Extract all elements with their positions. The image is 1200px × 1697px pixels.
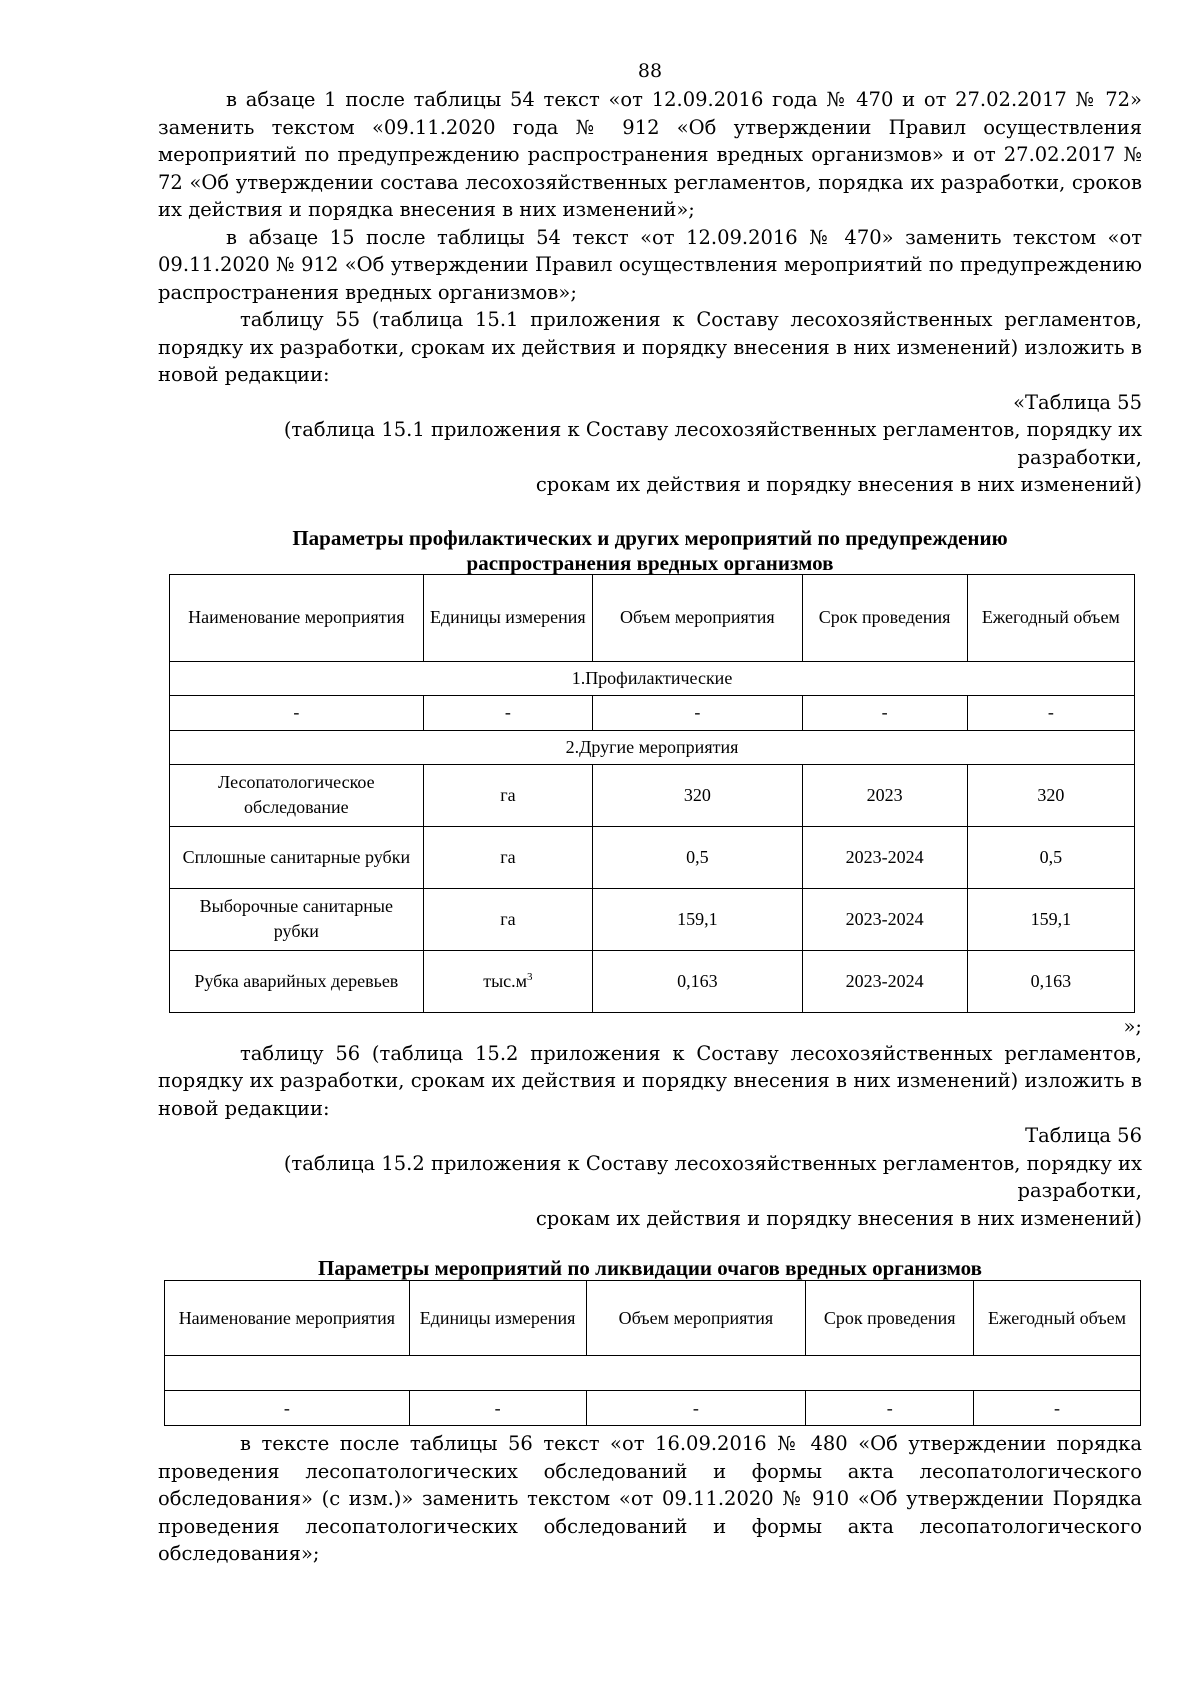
unit-text: тыс.м [483, 970, 528, 991]
table55-section-row [170, 730, 1135, 764]
table55-closing-quote: »; [1123, 1014, 1142, 1038]
paragraph-5: в тексте после таблицы 56 текст «от 16.09.2016 № 480 «Об утверждении порядка проведения лесопатологических обследований и формы акта лесопатологического обследования» (с изм.)» заменить текстом «от 09.11.2020 № 910 «Об утверждении Порядка проведения лесопатологических обследований и формы акта лесопатологического обследования»; [158, 1432, 1142, 1565]
table56-header-cell: Срок проведения [806, 1281, 974, 1356]
table-cell [423, 950, 592, 1012]
table56-label: Таблица 56 [1025, 1124, 1142, 1147]
table55-header-cell: Объем мероприятия [593, 574, 802, 661]
table-cell: 159,1 [593, 888, 802, 950]
table55-title-line1: Параметры профилактических и других мероприятий по предупреждению [292, 525, 1008, 550]
table-cell: Выборочные санитарные рубки [170, 888, 424, 950]
table55-header-cell: Срок проведения [802, 574, 967, 661]
table56-header-cell: Наименование мероприятия [165, 1281, 410, 1356]
table-cell: 0,163 [593, 950, 802, 1012]
table56-ref-line2: срокам их действия и порядку внесения в них изменений) [535, 1206, 1142, 1230]
table55-ref-line1: (таблица 15.1 приложения к Составу лесохозяйственных регламентов, порядку их разработки, [283, 418, 1142, 469]
table-cell: 2023-2024 [802, 826, 967, 888]
table-row [170, 950, 1135, 1012]
table-cell: 2023-2024 [802, 950, 967, 1012]
table56-caption [158, 1122, 1142, 1232]
document-page [158, 58, 1142, 1568]
table-cell: 2023-2024 [802, 888, 967, 950]
table56-header-cell: Единицы измерения [409, 1281, 586, 1356]
table55-caption [158, 389, 1142, 499]
table-cell: - [170, 695, 424, 730]
table55-header-row [170, 574, 1135, 661]
paragraph-1: в абзаце 1 после таблицы 54 текст «от 12.09.2016 года № 470 и от 27.02.2017 № 72» заменить текстом «09.11.2020 года № 912 «Об утверждении Правил осуществления мероприятий по предупреждению распространения вредных организмов» и от 27.02.2017 № 72 «Об утверждении состава лесохозяйственных регламентов, порядка их разработки, сроков их действия и порядка внесения в них изменений»; [158, 88, 1142, 221]
table-cell: 320 [967, 764, 1134, 826]
table56 [164, 1280, 1141, 1426]
table55-section-2: 2.Другие мероприятия [170, 730, 1135, 764]
table55-section-row [170, 661, 1135, 695]
table56-header-cell: Объем мероприятия [586, 1281, 806, 1356]
table56-dash-row [165, 1391, 1141, 1426]
table-row [170, 764, 1135, 826]
table56-empty-cell [165, 1356, 1141, 1391]
table55 [169, 574, 1135, 1013]
table-cell: 0,5 [593, 826, 802, 888]
table-row [170, 826, 1135, 888]
table55-header-cell: Единицы измерения [423, 574, 592, 661]
table-cell: - [974, 1391, 1141, 1426]
table-cell: 0,163 [967, 950, 1134, 1012]
table-cell: - [967, 695, 1134, 730]
table-cell: - [806, 1391, 974, 1426]
table55-header-cell: Ежегодный объем [967, 574, 1134, 661]
table-cell: га [423, 888, 592, 950]
table55-ref-line2: срокам их действия и порядку внесения в них изменений) [535, 473, 1142, 496]
paragraph-3: таблицу 55 (таблица 15.1 приложения к Составу лесохозяйственных регламентов, порядку их разработки, срокам их действия и порядку внесения в них изменений) изложить в новой редакции: [158, 308, 1142, 386]
table-cell: 2023 [802, 764, 967, 826]
table56-empty-row [165, 1356, 1141, 1391]
page-number: 88 [637, 60, 663, 82]
table-cell: - [165, 1391, 410, 1426]
table-cell: га [423, 764, 592, 826]
table-cell: Сплошные санитарные рубки [170, 826, 424, 888]
table56-title: Параметры мероприятий по ликвидации очагов вредных организмов [317, 1256, 982, 1280]
table-cell: - [423, 695, 592, 730]
table55-title-line2: распространения вредных организмов [466, 550, 834, 575]
table-cell: - [586, 1391, 806, 1426]
table56-ref-line1: (таблица 15.2 приложения к Составу лесохозяйственных регламентов, порядку их разработки, [283, 1151, 1142, 1202]
unit-superscript: 3 [527, 970, 533, 983]
table55-label: «Таблица 55 [1013, 390, 1142, 414]
table-row [170, 888, 1135, 950]
table55-header-cell: Наименование мероприятия [170, 574, 424, 661]
table56-header-cell: Ежегодный объем [974, 1281, 1141, 1356]
table-cell: Лесопатологическое обследование [170, 764, 424, 826]
table-cell: - [802, 695, 967, 730]
table-cell: га [423, 826, 592, 888]
paragraph-4: таблицу 56 (таблица 15.2 приложения к Составу лесохозяйственных регламентов, порядку их разработки, срокам их действия и порядку внесения в них изменений) изложить в новой редакции: [158, 1041, 1142, 1120]
paragraph-2: в абзаце 15 после таблицы 54 текст «от 12.09.2016 № 470» заменить текстом «от 09.11.2020 № 912 «Об утверждении Правил осуществления мероприятий по предупреждению распространения вредных организмов»; [158, 225, 1142, 304]
table-cell: 320 [593, 764, 802, 826]
table55-section-1: 1.Профилактические [170, 661, 1135, 695]
table-cell: - [409, 1391, 586, 1426]
table56-header-row [165, 1281, 1141, 1356]
table55-dash-row [170, 695, 1135, 730]
table-cell: Рубка аварийных деревьев [170, 950, 424, 1012]
table-cell: 0,5 [967, 826, 1134, 888]
table-cell: 159,1 [967, 888, 1134, 950]
table-cell: - [593, 695, 802, 730]
